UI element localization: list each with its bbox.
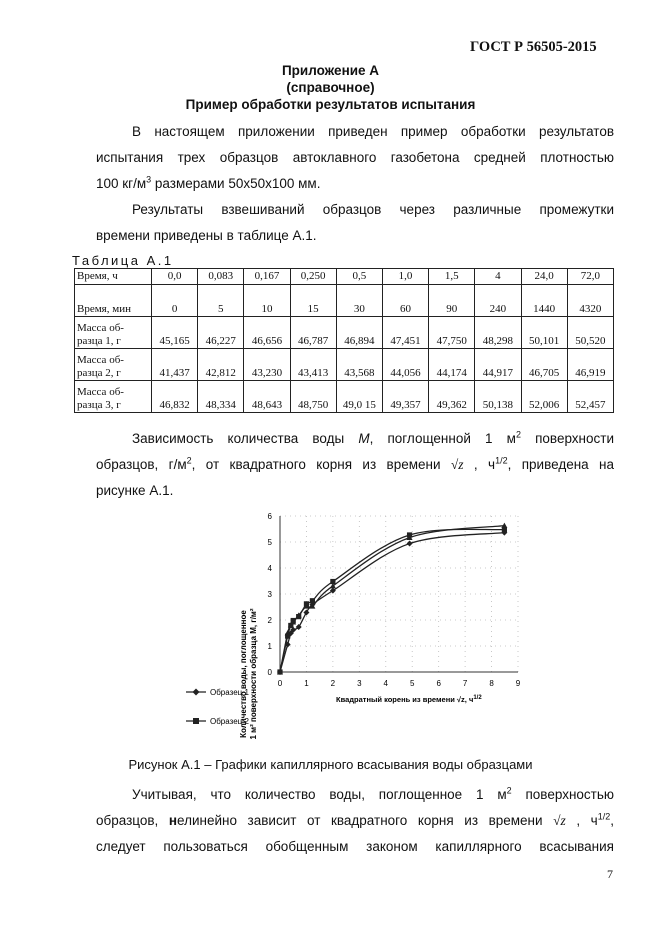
sqrt-symbol: √z: [553, 813, 566, 828]
table-cell: 44,056: [382, 349, 428, 381]
table-cell: 15: [290, 285, 336, 317]
table-row: [75, 349, 614, 381]
table-cell: 0,5: [336, 269, 382, 285]
table-row: [75, 269, 614, 285]
results-table: [74, 268, 614, 413]
table-cell: 48,643: [244, 381, 290, 413]
x-tick-label: 9: [515, 679, 521, 688]
x-tick-label: 5: [409, 679, 415, 688]
paragraph-results: [96, 197, 614, 249]
x-tick-label: 7: [462, 679, 468, 688]
paragraph-line: В настоящем приложении приведен пример обработки результатов: [132, 124, 614, 139]
table-cell: 45,165: [152, 317, 198, 349]
paragraph-line: Учитывая, что количество воды, поглощенное 1 $м^2$ поверхностью: [132, 785, 614, 802]
table-cell: 0: [152, 285, 198, 317]
table-cell: 0,083: [198, 269, 244, 285]
chart-ticks: [268, 512, 521, 688]
table-cell: 44,174: [429, 349, 475, 381]
data-point: [303, 609, 309, 615]
legend-item: [186, 688, 249, 697]
series-2: [277, 527, 507, 675]
table-cell: 50,520: [567, 317, 613, 349]
table-cell: 47,451: [382, 317, 428, 349]
table-row: [75, 285, 614, 317]
y-axis-title-line1: Количество воды, поглощенное: [239, 610, 248, 738]
table-cell: 44,917: [475, 349, 521, 381]
paragraph-line: 100 $кг/м^3$ размерами 50х50х100 мм.: [96, 174, 321, 191]
table-cell: 49,362: [429, 381, 475, 413]
appendix-title: Приложение А: [281, 63, 380, 78]
table-cell: 46,656: [244, 317, 290, 349]
paragraph-line: времени приведены в таблице А.1.: [96, 228, 317, 243]
table-cell: 90: [429, 285, 475, 317]
paragraph-line: образцов, $г/м^2$, от квадратного корня из времени √z , $ч^{1/2}$, приведена на: [96, 455, 615, 472]
table-cell: 49,357: [382, 381, 428, 413]
x-tick-label: 8: [489, 679, 494, 688]
y-tick-label: 0: [267, 668, 272, 677]
table-cell: 46,832: [152, 381, 198, 413]
table-cell: 30: [336, 285, 382, 317]
y-axis-title-line2: 1 м² поверхности образца M, г/м²: [249, 608, 258, 740]
y-tick-label: 2: [267, 616, 272, 625]
table-cell: 52,006: [521, 381, 567, 413]
appendix-status: (справочное): [286, 80, 375, 95]
table-cell: 1,5: [429, 269, 475, 285]
row-label: Время, ч: [75, 269, 152, 285]
table-cell: 46,894: [336, 317, 382, 349]
row-label: Время, мин: [75, 285, 152, 317]
y-tick-label: 3: [267, 590, 272, 599]
y-tick-label: 1: [267, 642, 272, 651]
sqrt-symbol: √z: [450, 457, 464, 472]
y-tick-label: 6: [267, 512, 272, 521]
x-tick-label: 3: [357, 679, 362, 688]
y-tick-label: 4: [267, 564, 272, 573]
table-cell: 4320: [567, 285, 613, 317]
paragraph-line: испытания трех образцов автоклавного газобетона средней плотностью: [96, 150, 614, 165]
legend-item: [186, 717, 249, 726]
table-cell: 48,334: [198, 381, 244, 413]
table-row: [75, 381, 614, 413]
x-tick-label: 4: [383, 679, 389, 688]
table-cell: 72,0: [567, 269, 613, 285]
appendix-subtitle: Пример обработки результатов испытания: [185, 97, 476, 112]
standard-number: ГОСТ Р 56505-2015: [470, 39, 597, 55]
table-cell: 43,568: [336, 349, 382, 381]
row-label: Масса об-разца 2, г: [75, 349, 152, 381]
table-cell: 48,750: [290, 381, 336, 413]
table-cell: 43,413: [290, 349, 336, 381]
paragraph-intro: [96, 119, 614, 197]
paragraph-line: следует пользоваться обобщенным законом капиллярного всасывания: [96, 839, 614, 854]
chart-series: [277, 523, 507, 675]
table-cell: 49,0 15: [336, 381, 382, 413]
table-caption: Таблица А.1: [72, 253, 174, 268]
row-label: Масса об-разца 1, г: [75, 317, 152, 349]
table-cell: 48,298: [475, 317, 521, 349]
data-point: [407, 541, 413, 547]
page-number: 7: [607, 867, 613, 881]
table-cell: 1440: [521, 285, 567, 317]
table-cell: 24,0: [521, 269, 567, 285]
table-cell: 41,437: [152, 349, 198, 381]
data-point: [310, 598, 315, 603]
table-cell: 4: [475, 269, 521, 285]
table-cell: 46,919: [567, 349, 613, 381]
table-cell: 50,138: [475, 381, 521, 413]
table-cell: 0,167: [244, 269, 290, 285]
table-cell: 10: [244, 285, 290, 317]
table-cell: 50,101: [521, 317, 567, 349]
y-tick-label: 5: [267, 538, 272, 547]
paragraph-line: образцов, нелинейно зависит от квадратного корня из времени √z , $ч^{1/2}$,: [96, 811, 615, 828]
paragraph-line: Зависимость количества воды M, поглощенной 1 $м^2$ поверхности: [132, 429, 614, 446]
table-cell: 43,230: [244, 349, 290, 381]
figure-caption: Рисунок А.1 – Графики капиллярного всасывания воды образцами: [128, 757, 533, 772]
x-tick-label: 0: [277, 679, 283, 688]
table-cell: 46,705: [521, 349, 567, 381]
table-cell: 0,250: [290, 269, 336, 285]
table-cell: 240: [475, 285, 521, 317]
paragraph-line: Результаты взвешиваний образцов через различные промежутки: [132, 202, 614, 217]
x-tick-label: 6: [436, 679, 441, 688]
legend-label-1: Образец 1: [210, 688, 249, 697]
table-row: [75, 317, 614, 349]
table-cell: 52,457: [567, 381, 613, 413]
row-label: Масса об-разца 3, г: [75, 381, 152, 413]
table-cell: 46,227: [198, 317, 244, 349]
capillary-chart: [210, 508, 536, 748]
table-cell: 5: [198, 285, 244, 317]
table-cell: 0,0: [152, 269, 198, 285]
paragraph-dependence: [96, 426, 614, 504]
table-cell: 46,787: [290, 317, 336, 349]
table-cell: 1,0: [382, 269, 428, 285]
x-tick-label: 2: [330, 679, 336, 688]
legend-label-2: Образец 2: [210, 717, 249, 726]
table-cell: 47,750: [429, 317, 475, 349]
x-tick-label: 1: [304, 679, 309, 688]
paragraph-line: рисунке А.1.: [96, 483, 174, 498]
table-cell: 60: [382, 285, 428, 317]
table-cell: 42,812: [198, 349, 244, 381]
paragraph-conclusion: [96, 782, 614, 860]
x-axis-title: Квадратный корень из времени √z, $ч^{1/2}$: [336, 695, 482, 704]
